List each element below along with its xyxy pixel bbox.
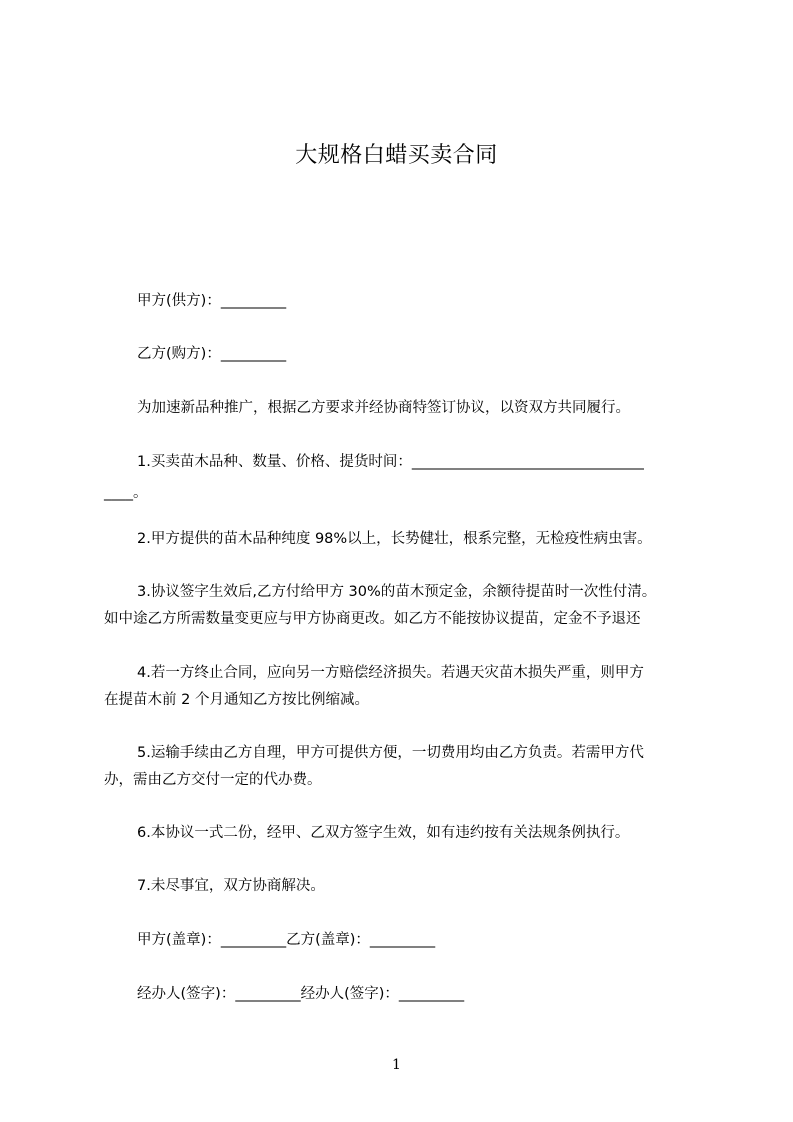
intro-paragraph: 为加速新品种推广，根据乙方要求并经协商特签订协议，以资双方共同履行。: [137, 400, 630, 416]
page-number: 1: [392, 1057, 401, 1073]
clause-6: 6.本协议一式二份，经甲、乙双方签字生效，如有违约按有关法规条例执行。: [137, 825, 630, 841]
clause-4-line-2: 在提苗木前 2 个月通知乙方按比例缩减。: [104, 692, 369, 708]
seal-line: 甲方(盖章)：_________乙方(盖章)：_________: [137, 932, 436, 948]
clause-5-line-2: 办，需由乙方交付一定的代办费。: [104, 772, 322, 788]
party-a-line: 甲方(供方)：_________: [137, 293, 287, 309]
clause-3-line-2: 如中途乙方所需数量变更应与甲方协商更改。如乙方不能按协议提苗，定金不予退还: [104, 611, 641, 627]
signer-line: 经办人(签字)：_________经办人(签字)：_________: [137, 986, 465, 1002]
clause-4-line-1: 4.若一方终止合同，应向另一方赔偿经济损失。若遇天灾苗木损失严重，则甲方: [137, 665, 644, 681]
clause-2: 2.甲方提供的苗木品种纯度 98%以上，长势健壮，根系完整，无检疫性病虫害。: [137, 531, 652, 547]
clause-1-line-2: ____。: [104, 485, 148, 501]
party-b-line: 乙方(购方)：_________: [137, 346, 287, 362]
clause-1-line-1: 1.买卖苗木品种、数量、价格、提货时间：________________________________: [137, 454, 644, 470]
document-title: 大规格白蜡买卖合同: [295, 143, 498, 168]
clause-5-line-1: 5.运输手续由乙方自理，甲方可提供方便，一切费用均由乙方负责。若需甲方代: [137, 745, 644, 761]
clause-7: 7.未尽事宜，双方协商解决。: [137, 878, 325, 894]
clause-3-line-1: 3.协议签字生效后,乙方付给甲方 30%的苗木预定金，余额待提苗时一次性付清。: [137, 584, 657, 600]
